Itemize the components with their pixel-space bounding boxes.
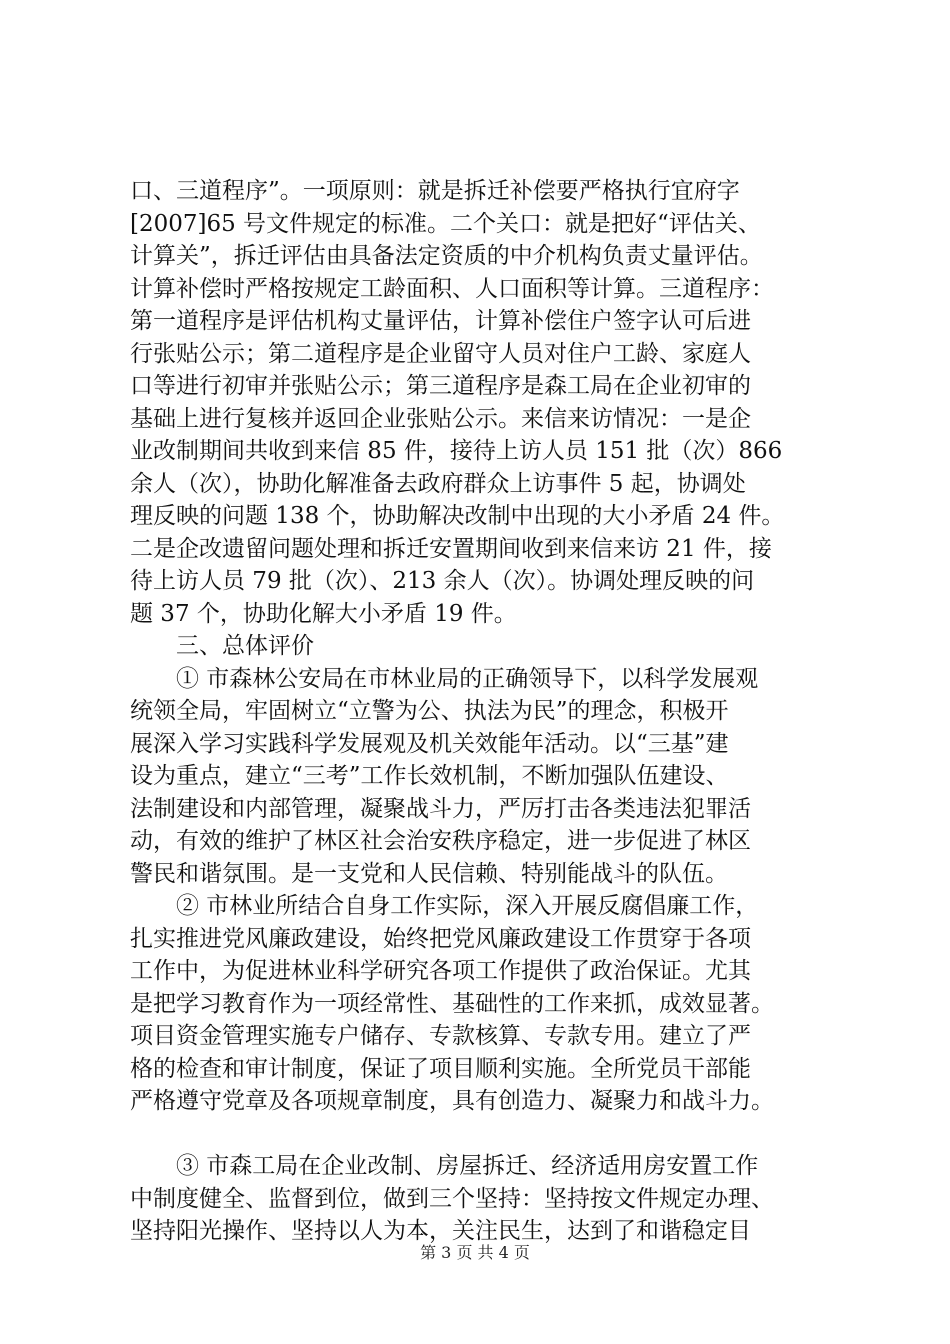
text-line: 格的检查和审计制度，保证了项目顺利实施。全所党员干部能 [130,1055,751,1082]
text-line: 扎实推进党风廉政建设，始终把党风廉政建设工作贯穿于各项 [130,925,751,952]
text-line: 余人（次），协助化解准备去政府群众上访事件 5 起，协调处 [130,470,746,497]
text-line: 业改制期间共收到来信 85 件，接待上访人员 151 批（次）866 [130,438,783,464]
text-line: 题 37 个，协助化解大小矛盾 19 件。 [130,600,517,627]
text-line: 三、总体评价 [176,633,314,659]
text-line: 展深入学习实践科学发展观及机关效能年活动。以“三基”建 [130,730,729,757]
text-line: 计算关”，拆迁评估由具备法定资质的中介机构负责丈量评估。 [130,243,763,269]
text-line: 计算补偿时严格按规定工龄面积、人口面积等计算。三道程序： [130,275,774,302]
text-line: 理反映的问题 138 个，协助解决改制中出现的大小矛盾 24 件。 [130,503,785,529]
text-line: 二是企改遗留问题处理和拆迁安置期间收到来信来访 21 件，接 [130,535,772,562]
text-line: ① 市森林公安局在市林业局的正确领导下，以科学发展观 [176,665,759,692]
text-line: 统领全局，牢固树立“立警为公、执法为民”的理念，积极开 [130,698,729,724]
text-line: 口等进行初审并张贴公示；第三道程序是森工局在企业初审的 [130,373,751,399]
text-line: 待上访人员 79 批（次）、213 余人（次）。协调处理反映的问 [130,568,755,594]
text-line: 中制度健全、监督到位，做到三个坚持：坚持按文件规定办理、 [130,1185,774,1212]
text-line: 基础上进行复核并返回企业张贴公示。来信来访情况：一是企 [130,405,751,432]
text-line: 口、三道程序”。一项原则：就是拆迁补偿要严格执行宜府字 [130,178,740,204]
text-line: 坚持阳光操作、坚持以人为本，关注民生，达到了和谐稳定目 [130,1218,751,1244]
text-line: ② 市林业所结合自身工作实际，深入开展反腐倡廉工作， [176,893,759,919]
text-line: 行张贴公示；第二道程序是企业留守人员对住户工龄、家庭人 [130,340,751,367]
text-line: 设为重点，建立“三考”工作长效机制，不断加强队伍建设、 [130,763,729,789]
text-line: 项目资金管理实施专户储存、专款核算、专款专用。建立了严 [130,1023,751,1049]
text-line: [2007]65 号文件规定的标准。二个关口：就是把好“评估关、 [130,210,761,237]
text-line: 第一道程序是评估机构丈量评估，计算补偿住户签字认可后进 [130,308,751,334]
body-text [130,175,850,1248]
text-line: ③ 市森工局在企业改制、房屋拆迁、经济适用房安置工作 [176,1153,759,1179]
text-line: 动，有效的维护了林区社会治安秩序稳定，进一步促进了林区 [130,828,751,854]
text-line: 法制建设和内部管理，凝聚战斗力，严厉打击各类违法犯罪活 [130,795,751,822]
blank-line [130,1118,850,1151]
text-line: 工作中，为促进林业科学研究各项工作提供了政治保证。尤其 [130,958,751,984]
page-footer: 第 3 页 共 4 页 [420,1243,530,1262]
text-line: 警民和谐氛围。是一支党和人民信赖、特别能战斗的队伍。 [130,860,728,887]
text-line: 严格遵守党章及各项规章制度，具有创造力、凝聚力和战斗力。 [130,1088,774,1114]
text-line: 是把学习教育作为一项经常性、基础性的工作来抓，成效显著。 [130,990,774,1017]
